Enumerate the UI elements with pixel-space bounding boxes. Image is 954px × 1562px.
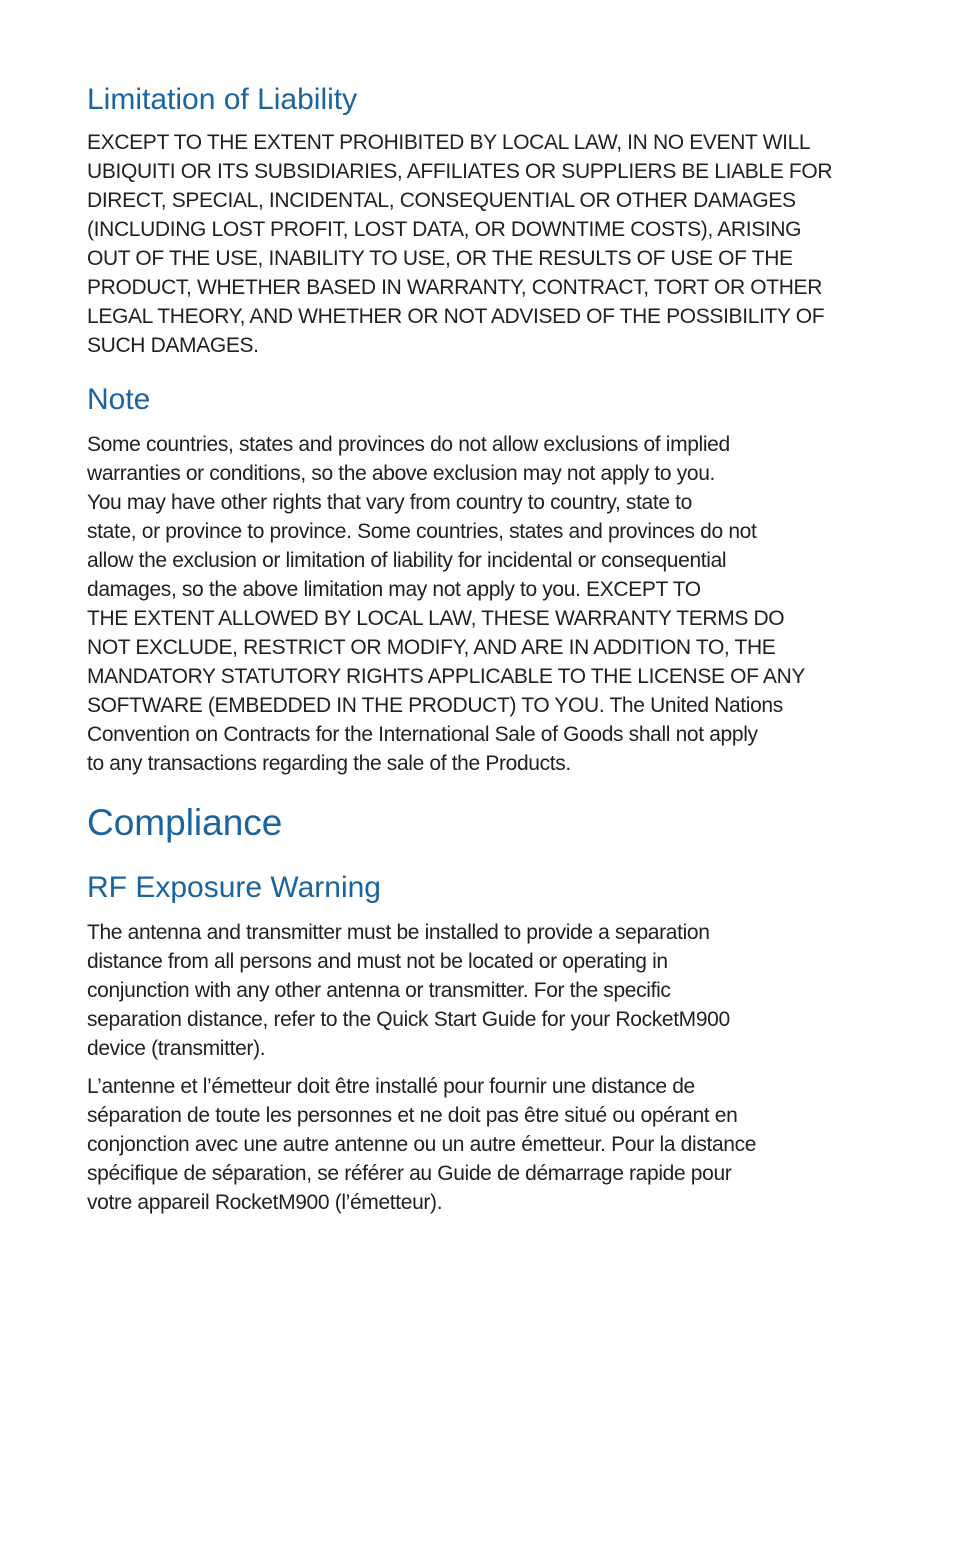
rf-exposure-warning-heading: RF Exposure Warning: [87, 871, 381, 904]
rf-exposure-body-french: L’antenne et l’émetteur doit être installé pour fournir une distance de séparation de toute les personnes et ne doit pas être situé ou opérant en conjonction avec une autre antenne ou un autre émetteur. Pour la distance spécifique de séparation, se référer au Guide de démarrage rapide pour votre appareil RocketM900 (l’émetteur).: [87, 1075, 757, 1214]
limitation-of-liability-body: EXCEPT TO THE EXTENT PROHIBITED BY LOCAL LAW, IN NO EVENT WILL UBIQUITI OR ITS SUBSIDIARIES, AFFILIATES OR SUPPLIERS BE LIABLE FOR DIRECT, SPECIAL, INCIDENTAL, CONSEQUENTIAL OR OTHER DAMAGES (INCLUDING LOST PROFIT, LOST DATA, OR DOWNTIME COSTS), ARISING OUT OF THE USE, INABILITY TO USE, OR THE RESULTS OF USE OF THE PRODUCT, WHETHER BASED IN WARRANTY, CONTRACT, TORT OR OTHER LEGAL THEORY, AND WHETHER OR NOT ADVISED OF THE POSSIBILITY OF SUCH DAMAGES.: [87, 131, 833, 357]
limitation-of-liability-heading: Limitation of Liability: [87, 83, 358, 116]
rf-exposure-body-english: The antenna and transmitter must be installed to provide a separation distance from all persons and must not be located or operating in conjunction with any other antenna or transmitter. For the specific separation distance, refer to the Quick Start Guide for your RocketM900 device (transmitter).: [87, 921, 730, 1060]
note-body: Some countries, states and provinces do not allow exclusions of implied warranties or conditions, so the above exclusion may not apply to you. You may have other rights that vary from country to country, state to state, or province to province. Some countries, states and provinces do not allow the exclusion or limitation of liability for incidental or consequential damages, so the above limitation may not apply to you. EXCEPT TO THE EXTENT ALLOWED BY LOCAL LAW, THESE WARRANTY TERMS DO NOT EXCLUDE, RESTRICT OR MODIFY, AND ARE IN ADDITION TO, THE MANDATORY STATUTORY RIGHTS APPLICABLE TO THE LICENSE OF ANY SOFTWARE (EMBEDDED IN THE PRODUCT) TO YOU. The United Nations Convention on Contracts for the International Sale of Goods shall not apply to any transactions regarding the sale of the Products.: [87, 433, 806, 775]
document-page: [87, 80, 877, 1217]
note-heading: Note: [87, 383, 151, 416]
compliance-heading: Compliance: [87, 802, 283, 843]
